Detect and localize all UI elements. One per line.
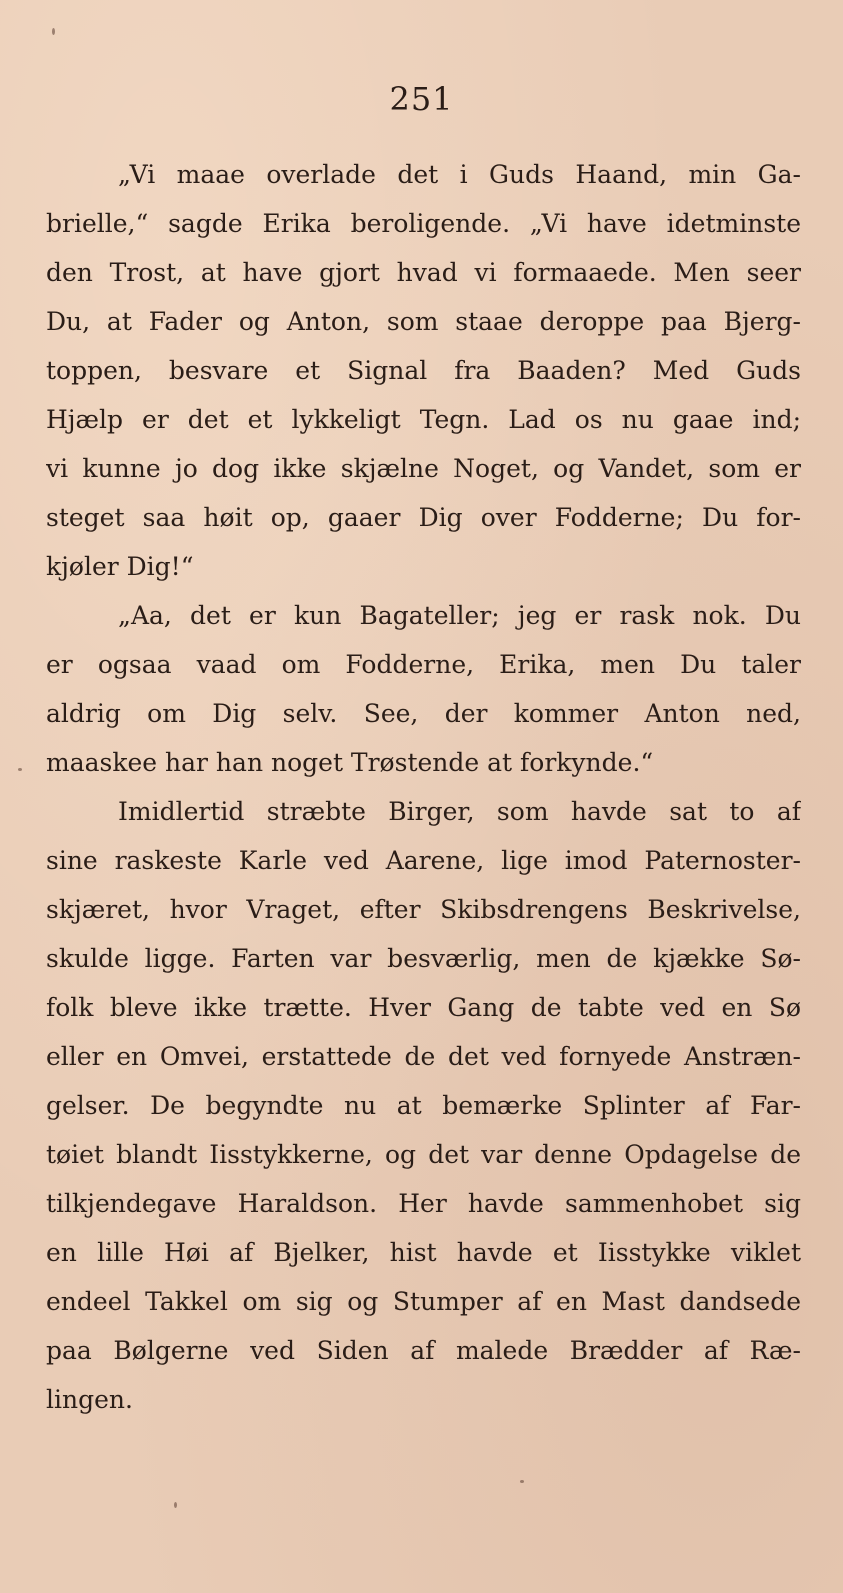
paper-speck <box>52 28 55 35</box>
text-line: paa Bølgerne ved Siden af malede Brædder af Ræ- <box>46 1336 801 1365</box>
text-line: kjøler Dig!“ <box>46 552 194 581</box>
text-line: vi kunne jo dog ikke skjælne Noget, og Vandet, som er <box>46 454 801 483</box>
text-line: Hjælp er det et lykkeligt Tegn. Lad os nu gaae ind; <box>46 405 801 434</box>
text-line: skulde ligge. Farten var besværlig, men de kjække Sø- <box>46 944 801 973</box>
text-line: tilkjendegave Haraldson. Her havde sammenhobet sig <box>46 1189 801 1218</box>
text-line: sine raskeste Karle ved Aarene, lige imod Paternoster- <box>46 846 801 875</box>
text-line: Imidlertid stræbte Birger, som havde sat to af <box>118 797 801 826</box>
text-line: en lille Høi af Bjelker, hist havde et Iisstykke viklet <box>46 1238 801 1267</box>
text-line: brielle,“ sagde Erika beroligende. „Vi have idetminste <box>46 209 801 238</box>
paper-speck <box>18 768 22 771</box>
text-line: lingen. <box>46 1385 133 1414</box>
page-number: 251 <box>389 80 454 118</box>
text-line: steget saa høit op, gaaer Dig over Fodderne; Du for- <box>46 503 801 532</box>
text-line: Du, at Fader og Anton, som staae deroppe paa Bjerg- <box>46 307 801 336</box>
text-line: gelser. De begyndte nu at bemærke Splinter af Far- <box>46 1091 801 1120</box>
paper-speck <box>520 1480 524 1483</box>
text-line: aldrig om Dig selv. See, der kommer Anton ned, <box>46 699 801 728</box>
text-line: skjæret, hvor Vraget, efter Skibsdrengens Beskrivelse, <box>46 895 801 924</box>
text-line: maaskee har han noget Trøstende at forkynde.“ <box>46 748 654 777</box>
text-line: „Aa, det er kun Bagateller; jeg er rask nok. Du <box>118 601 801 630</box>
text-line: den Trost, at have gjort hvad vi formaaede. Men seer <box>46 258 801 287</box>
text-line: toppen, besvare et Signal fra Baaden? Med Guds <box>46 356 801 385</box>
text-line: „Vi maae overlade det i Guds Haand, min Ga- <box>118 160 801 189</box>
text-line: eller en Omvei, erstattede de det ved fornyede Anstræn- <box>46 1042 801 1071</box>
text-line: endeel Takkel om sig og Stumper af en Mast dandsede <box>46 1287 801 1316</box>
text-line: er ogsaa vaad om Fodderne, Erika, men Du taler <box>46 650 801 679</box>
text-line: tøiet blandt Iisstykkerne, og det var denne Opdagelse de <box>46 1140 801 1169</box>
paper-speck <box>174 1502 177 1508</box>
text-line: folk bleve ikke trætte. Hver Gang de tabte ved en Sø <box>46 993 801 1022</box>
body-text <box>46 150 801 1424</box>
